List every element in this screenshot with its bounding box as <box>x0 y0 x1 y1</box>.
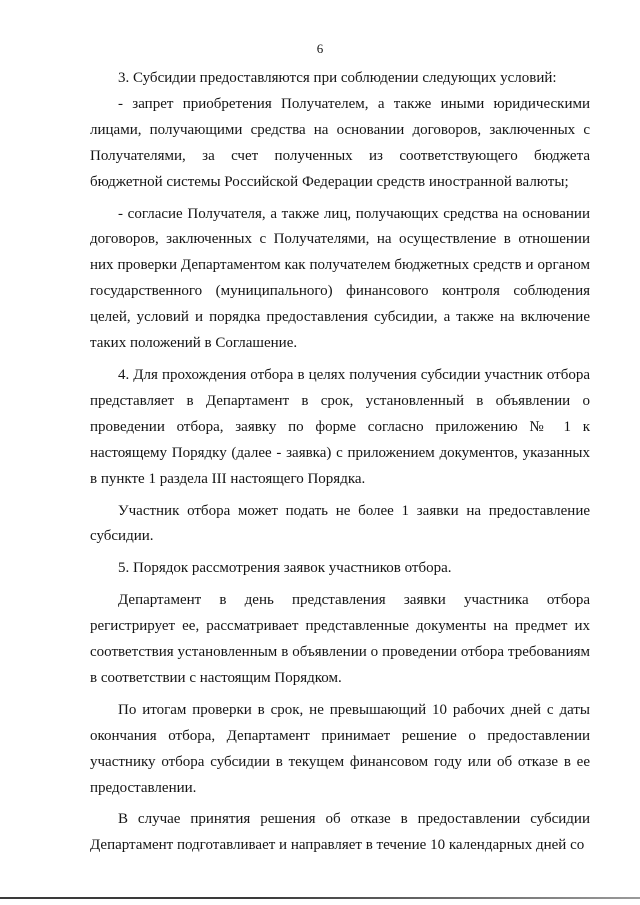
paragraph-conditions-heading: 3. Субсидии предоставляются при соблюдении следующих условий: <box>118 70 557 86</box>
paragraph-decision: По итогам проверки в срок, не превышающий 10 рабочих дней с даты окончания отбора, Департамент принимает решение о предоставлении участнику отбора субсидии в текущем финансовом году или об отказе в ее предоставлении. <box>90 701 590 796</box>
bottom-edge-line <box>0 897 640 899</box>
document-body <box>90 66 590 859</box>
page-number: 6 <box>316 41 324 56</box>
paragraph-application-submission: 4. Для прохождения отбора в целях получения субсидии участник отбора представляет в Департамент в срок, установленный в объявлении о проведении отбора, заявку по форме согласно приложению № 1 к настоящему Порядку (далее - заявка) с приложением документов, указанных в пункте 1 раздела III настоящего Порядка. <box>90 366 590 487</box>
paragraph-application-limit: Участник отбора может подать не более 1 заявки на предоставление субсидии. <box>90 502 590 545</box>
paragraph-registration: Департамент в день представления заявки участника отбора регистрирует ее, рассматривает представленные документы на предмет их соответствия установленным в объявлении о проведении отбора требованиям в соответствии с настоящим Порядком. <box>90 592 590 686</box>
paragraph-currency-ban: - запрет приобретения Получателем, а также иными юридическими лицами, получающими средства на основании договоров, заключенных с Получателями, за счет полученных из соответствующего бюджета бюджетной системы Российской Федерации средств иностранной валюты; <box>90 95 590 190</box>
paragraph-audit-consent: - согласие Получателя, а также лиц, получающих средства на основании договоров, заключенных с Получателями, на осуществление в отношении них проверки Департаментом как получателем бюджетных средств и органом государственного (муниципального) финансового контроля соблюдения целей, условий и порядка предоставления субсидии, а также на включение таких положений в Соглашение. <box>90 205 590 352</box>
paragraph-review-procedure-heading: 5. Порядок рассмотрения заявок участников отбора. <box>118 560 452 577</box>
paragraph-refusal: В случае принятия решения об отказе в предоставлении субсидии Департамент подготавливает и направляет в течение 10 календарных дней со <box>90 811 590 854</box>
